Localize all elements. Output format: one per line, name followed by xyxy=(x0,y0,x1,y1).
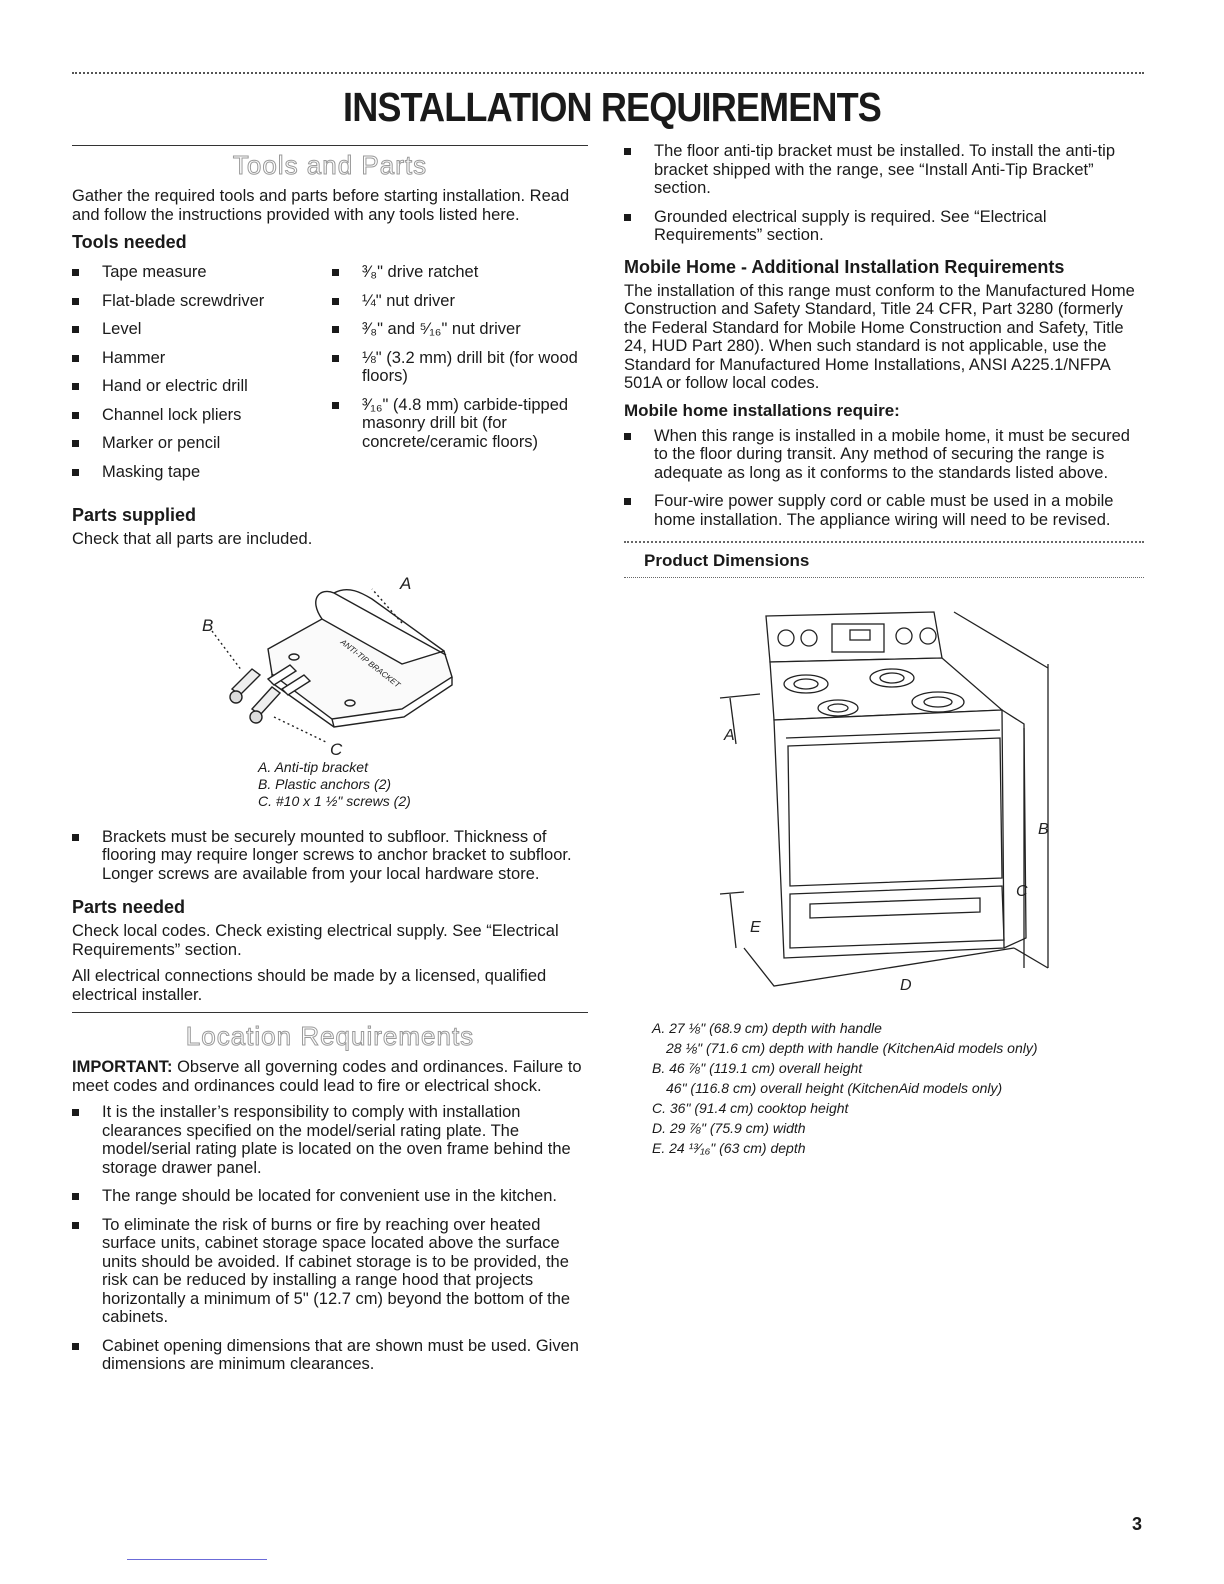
list-item: Marker or pencil xyxy=(72,434,318,453)
mobile-home-heading: Mobile Home - Additional Installation Requirements xyxy=(624,256,1065,277)
right-column xyxy=(624,142,1144,1158)
list-item: The floor anti-tip bracket must be installed. To install the anti-tip bracket shipped with the range, see “Install Anti-Tip Bracket” section. xyxy=(624,142,1144,198)
dim-caption: 46" (116.8 cm) overall height (KitchenAid models only) xyxy=(666,1080,1003,1096)
list-item: Brackets must be securely mounted to subfloor. Thickness of flooring may require longer screws to anchor bracket to subfloor. Longer screws are available from your local hardware store. xyxy=(72,828,588,884)
tools-list-left xyxy=(72,263,318,491)
page-number: 3 xyxy=(1131,1514,1142,1534)
list-item: Cabinet opening dimensions that are shown must be used. Given dimensions are minimum clearances. xyxy=(72,1337,588,1374)
left-column xyxy=(72,145,588,1384)
section-rule xyxy=(72,145,588,146)
dimension-captions xyxy=(652,1018,1144,1158)
list-item: The range should be located for convenient use in the kitchen. xyxy=(72,1187,588,1206)
caption-b: B. Plastic anchors (2) xyxy=(258,775,392,792)
list-item: When this range is installed in a mobile home, it must be secured to the floor during transit. Any method of securing the range is adequate as long as it conforms to the standards listed above. xyxy=(624,427,1144,483)
list-item: To eliminate the risk of burns or fire by reaching over heated surface units, cabinet storage space located above the surface units should be avoided. If cabinet storage is to be provided, the risk can be reduced by installing a range hood that projects horizontally a minimum of 5" (12.7 cm) beyond the bottom of the cabinets. xyxy=(72,1216,588,1327)
list-item: Grounded electrical supply is required. See “Electrical Requirements” section. xyxy=(624,208,1144,245)
list-item: Flat-blade screwdriver xyxy=(72,292,318,311)
important-text: Observe all governing codes and ordinances. Failure to meet codes and ordinances could lead to fire or electrical shock. xyxy=(72,1058,582,1095)
mobile-requirements-heading: Mobile home installations require: xyxy=(624,400,900,420)
list-item: Tape measure xyxy=(72,263,318,282)
important-label: IMPORTANT: xyxy=(72,1058,173,1076)
caption-c: C. #10 x 1 ½" screws (2) xyxy=(258,792,411,809)
location-requirements-heading: Location Requirements xyxy=(185,1021,475,1051)
list-item: ³⁄₈" drive ratchet xyxy=(332,263,588,282)
important-note xyxy=(72,1058,588,1095)
parts-needed-heading: Parts needed xyxy=(72,897,186,917)
list-item: Hammer xyxy=(72,349,318,368)
tools-list-right xyxy=(332,263,588,491)
label-c: C xyxy=(330,739,343,759)
range-dimensions-figure xyxy=(624,598,1144,1008)
parts-needed-text-1: Check local codes. Check existing electrical supply. See “Electrical Requirements” section. xyxy=(72,922,559,959)
tools-needed-heading: Tools needed xyxy=(72,232,187,252)
list-item: ¼" nut driver xyxy=(332,292,588,311)
list-item: ³⁄₁₆" (4.8 mm) carbide-tipped masonry drill bit (for concrete/ceramic floors) xyxy=(332,396,588,452)
list-item: It is the installer’s responsibility to comply with installation clearances specified on the model/serial rating plate. The model/serial rating plate is located on the oven frame behind the storage drawer panel. xyxy=(72,1103,588,1177)
general-bullets xyxy=(624,142,1144,245)
list-item: ³⁄₈" and ⁵⁄₁₆" nut driver xyxy=(332,320,588,339)
list-item: Level xyxy=(72,320,318,339)
dim-caption: E. 24 ¹³⁄₁₆" (63 cm) depth xyxy=(652,1140,806,1156)
product-dimensions-heading: Product Dimensions xyxy=(644,551,810,570)
dim-caption: 28 ⅛" (71.6 cm) depth with handle (KitchenAid models only) xyxy=(666,1040,1038,1056)
list-item: Masking tape xyxy=(72,463,318,482)
anti-tip-bracket-figure xyxy=(72,559,588,759)
label-a: A xyxy=(724,727,735,744)
bracket-captions xyxy=(258,759,588,810)
label-e: E xyxy=(750,919,761,936)
section-rule xyxy=(72,1012,588,1013)
range-illustration xyxy=(624,598,1144,1008)
parts-supplied-heading: Parts supplied xyxy=(72,505,197,525)
tools-intro: Gather the required tools and parts before starting installation. Read and follow the instructions provided with any tools listed here. xyxy=(72,187,570,224)
dim-caption: C. 36" (91.4 cm) cooktop height xyxy=(652,1100,849,1116)
list-item: Four-wire power supply cord or cable must be used in a mobile home installation. The appliance wiring will need to be revised. xyxy=(624,492,1144,529)
dim-caption: B. 46 ⅞" (119.1 cm) overall height xyxy=(652,1060,863,1076)
list-item: ⅛" (3.2 mm) drill bit (for wood floors) xyxy=(332,349,588,386)
location-bullets xyxy=(72,1103,588,1374)
label-b: B xyxy=(202,615,214,635)
mobile-home-text: The installation of this range must conform to the Manufactured Home Construction and Safety Standard, Title 24 CFR, Part 3280 (formerly the Federal Standard for Mobile Home Construction and Safety, Title 24, HUD Part 280). When such standard is not applicable, use the Standard for Manufactured Home Installations, ANSI A225.1/NFPA 501A or follow local codes. xyxy=(624,281,1135,392)
tools-list xyxy=(72,263,588,491)
bracket-bullet-list xyxy=(72,828,588,884)
dim-caption: D. 29 ⅞" (75.9 cm) width xyxy=(652,1120,806,1136)
label-b: B xyxy=(1038,821,1049,838)
list-item: Hand or electric drill xyxy=(72,377,318,396)
anti-tip-bracket-illustration xyxy=(72,559,588,759)
dim-caption: A. 27 ⅛" (68.9 cm) depth with handle xyxy=(652,1020,882,1036)
footer-rule xyxy=(127,1559,267,1560)
mobile-bullets xyxy=(624,427,1144,530)
label-c: C xyxy=(1016,883,1028,900)
top-dotted-rule xyxy=(72,72,1144,74)
dimensions-bottom-rule xyxy=(624,577,1144,578)
label-a: A xyxy=(400,573,412,593)
dimensions-top-rule xyxy=(624,541,1144,543)
label-d: D xyxy=(900,977,912,994)
page-title: INSTALLATION REQUIREMENTS xyxy=(343,84,881,130)
caption-a: A. Anti-tip bracket xyxy=(258,758,368,775)
list-item: Channel lock pliers xyxy=(72,406,318,425)
tools-and-parts-heading: Tools and Parts xyxy=(232,150,428,180)
parts-needed-text-2: All electrical connections should be made by a licensed, qualified electrical installer. xyxy=(72,967,547,1004)
bracket-stamp-text: ANTI-TIP BRACKET xyxy=(338,636,402,690)
parts-supplied-text: Check that all parts are included. xyxy=(72,530,313,548)
